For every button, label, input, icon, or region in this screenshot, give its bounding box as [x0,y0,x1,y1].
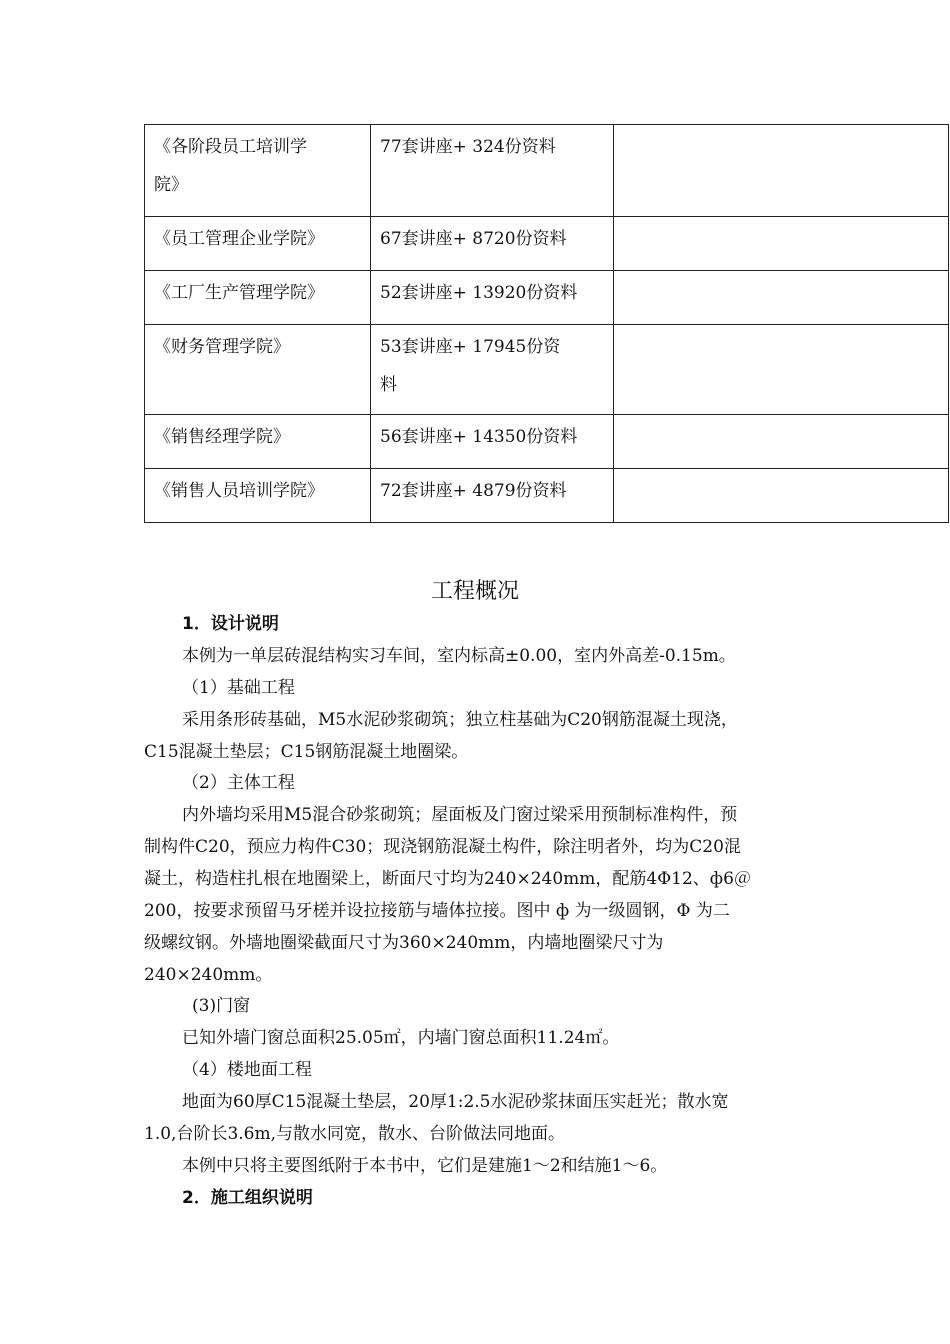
section-heading-design: 1．设计说明 [182,614,279,634]
subsection-heading: （1）基础工程 [182,678,295,698]
paragraph-line: 内外墙均采用M5混合砂浆砌筑；屋面板及门窗过梁采用预制标准构件，预 [182,805,738,825]
table-cell-info: 53套讲座+ 17945份资 料 [371,325,614,415]
table-cell-info: 77套讲座+ 324份资料 [371,125,614,217]
paragraph-line: C15混凝土垫层；C15钢筋混凝土地圈梁。 [144,742,469,762]
table-cell-empty [614,325,949,415]
table-cell-name: 《财务管理学院》 [145,325,371,415]
table-row [145,415,949,469]
table-cell-info: 56套讲座+ 14350份资料 [371,415,614,469]
table-cell-name: 《员工管理企业学院》 [145,217,371,271]
paragraph-line: 本例为一单层砖混结构实习车间，室内标高±0.00，室内外高差-0.15m。 [182,646,736,666]
table-cell-empty [614,217,949,271]
paragraph-line: 本例中只将主要图纸附于本书中，它们是建施1～2和结施1～6。 [182,1156,668,1176]
table-cell-name: 《工厂生产管理学院》 [145,271,371,325]
table-cell-empty [614,469,949,523]
table-row [145,469,949,523]
table-cell-empty [614,415,949,469]
table-row [145,217,949,271]
paragraph-line: 地面为60厚C15混凝土垫层，20厚1:2.5水泥砂浆抹面压实赶光；散水宽 [182,1092,729,1112]
table-cell-empty [614,271,949,325]
paragraph-line: 制构件C20，预应力构件C30；现浇钢筋混凝土构件，除注明者外，均为C20混 [144,837,741,857]
table-cell-info: 67套讲座+ 8720份资料 [371,217,614,271]
paragraph-line: 240×240mm。 [144,965,273,985]
paragraph-line: 1.0,台阶长3.6m,与散水同宽，散水、台阶做法同地面。 [144,1124,565,1144]
resource-table [144,124,949,523]
table-cell-name: 《各阶段员工培训学 院》 [145,125,371,217]
subsection-heading: (3)门窗 [192,996,251,1016]
paragraph-line: 200，按要求预留马牙槎并设拉接筋与墙体拉接。图中 ф 为一级圆钢，Φ 为二 [144,901,730,921]
table-row [145,325,949,415]
paragraph-line: 已知外墙门窗总面积25.05㎡，内墙门窗总面积11.24㎡。 [182,1028,620,1048]
paragraph-line: 级螺纹钢。外墙地圈梁截面尺寸为360×240mm，内墙地圈梁尺寸为 [144,933,664,953]
page-title: 工程概况 [430,579,519,604]
table-row [145,125,949,217]
table-cell-info: 72套讲座+ 4879份资料 [371,469,614,523]
paragraph-line: 凝土，构造柱扎根在地圈梁上，断面尺寸均为240×240mm，配筋4Φ12、ф6＠ [144,869,751,889]
table-cell-name: 《销售人员培训学院》 [145,469,371,523]
table-cell-name: 《销售经理学院》 [145,415,371,469]
subsection-heading: （2）主体工程 [182,773,295,793]
table-cell-info: 52套讲座+ 13920份资料 [371,271,614,325]
table-row [145,271,949,325]
table-cell-empty [614,125,949,217]
section-heading-construction: 2．施工组织说明 [182,1188,313,1208]
subsection-heading: （4）楼地面工程 [182,1060,312,1080]
paragraph-line: 采用条形砖基础，M5水泥砂浆砌筑；独立柱基础为C20钢筋混凝土现浇， [182,710,738,730]
